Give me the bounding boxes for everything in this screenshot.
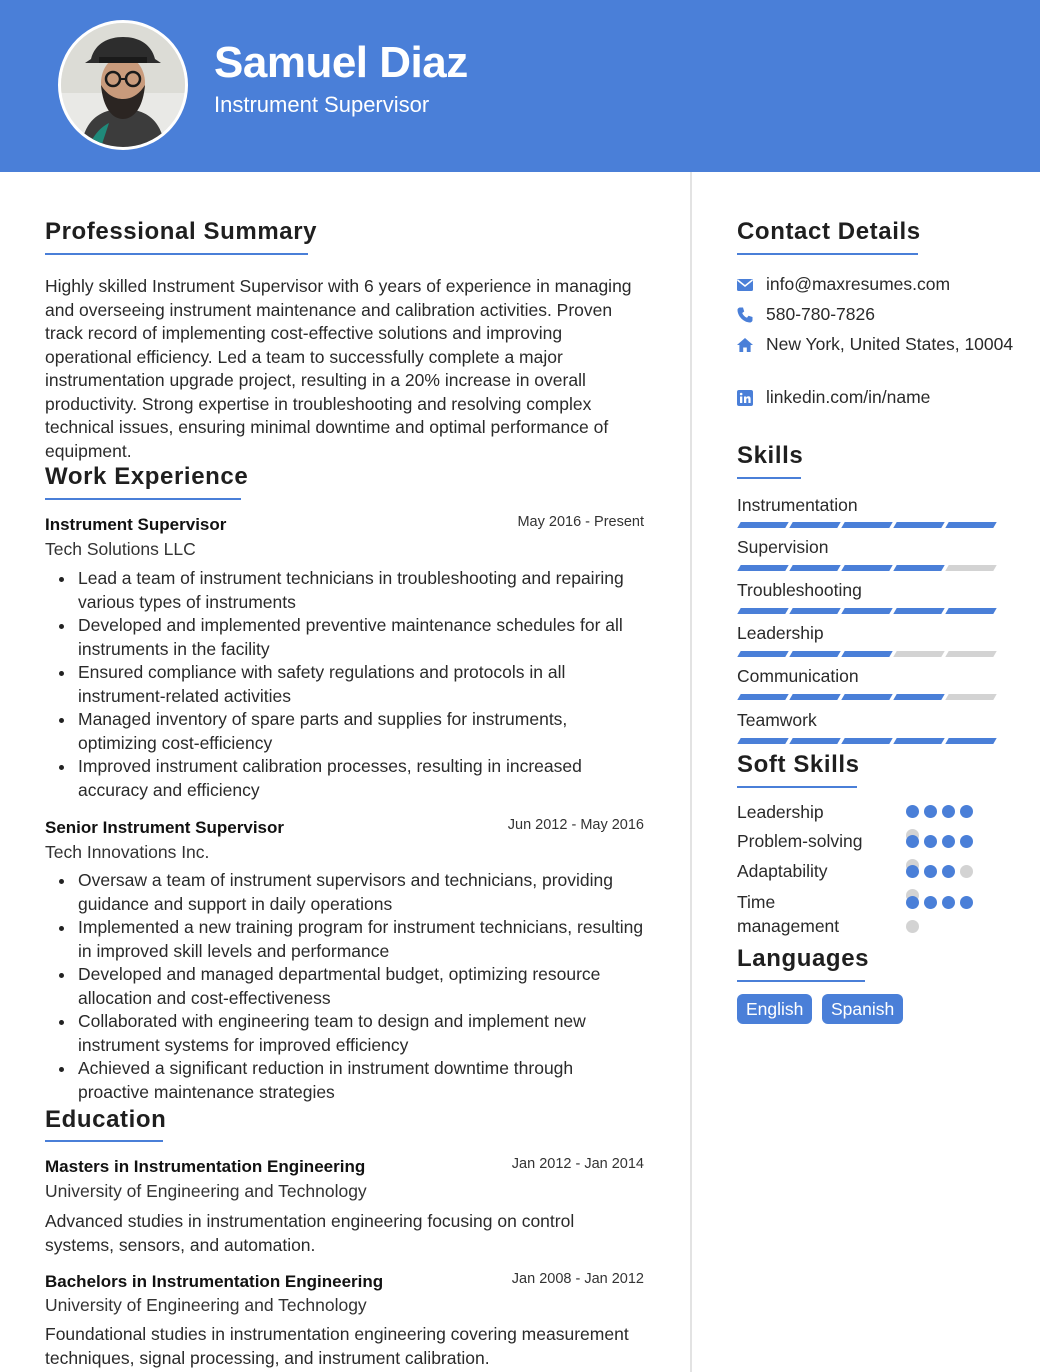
skill-segment-filled (841, 608, 892, 614)
skill-segment-filled (841, 738, 892, 744)
rating-dot-filled (924, 865, 937, 878)
soft-skills-heading: Soft Skills (737, 751, 860, 778)
contact-linkedin-text: linkedin.com/in/name (766, 387, 931, 407)
list-item: Achieved a significant reduction in instrument downtime through proactive maintenance strategies (45, 1057, 645, 1104)
rating-dot-empty (906, 920, 919, 933)
list-item: Implemented a new training program for instrument technicians, resulting in improved skill levels and performance (45, 916, 645, 963)
skill-name: Teamwork (737, 710, 817, 730)
skills-heading-underline (737, 477, 801, 479)
contact-phone-text: 580-780-7826 (766, 304, 875, 324)
column-divider (690, 172, 692, 1372)
list-item: Developed and implemented preventive maintenance schedules for all instruments in the facility (45, 614, 645, 661)
skill-rating-bar (737, 694, 993, 700)
skill-name: Troubleshooting (737, 580, 862, 600)
rating-dot-filled (924, 896, 937, 909)
contact-email-text: info@maxresumes.com (766, 274, 951, 294)
phone-icon (736, 306, 754, 324)
language-badge-spanish: Spanish (822, 994, 903, 1024)
list-item: Collaborated with engineering team to design and implement new instrument systems for improved efficiency (45, 1010, 645, 1057)
school-name: University of Engineering and Technology (45, 1295, 367, 1315)
language-badge-english: English (737, 994, 812, 1024)
home-icon (736, 336, 754, 354)
skill-segment-filled (737, 565, 788, 571)
skill-segment-filled (737, 522, 788, 528)
contact-email[interactable] (736, 273, 1016, 297)
header-banner (0, 0, 1040, 172)
contact-phone[interactable] (736, 303, 1016, 327)
candidate-role: Instrument Supervisor (214, 92, 430, 117)
rating-dot-filled (906, 805, 919, 818)
skill-segment-filled (893, 608, 944, 614)
rating-dot-filled (960, 805, 973, 818)
skill-segment-empty (945, 651, 996, 657)
job-date: Jun 2012 - May 2016 (507, 817, 644, 833)
education-heading-underline (45, 1140, 163, 1142)
soft-skill-name: Problem-solving (737, 831, 863, 851)
rating-dot-filled (960, 835, 973, 848)
languages-heading: Languages (737, 945, 870, 972)
experience-heading-underline (45, 498, 241, 500)
degree-description: Foundational studies in instrumentation engineering covering measurement techniques, signal processing, and instrument calibration. (45, 1324, 629, 1368)
job-bullets (45, 869, 645, 1104)
degree-description: Advanced studies in instrumentation engineering focusing on control systems, sensors, and automation. (45, 1211, 575, 1255)
skill-segment-filled (841, 565, 892, 571)
skill-segment-filled (789, 738, 840, 744)
skill-segment-filled (789, 651, 840, 657)
skill-segment-filled (737, 608, 788, 614)
skill-segment-filled (737, 651, 788, 657)
rating-dot-filled (942, 865, 955, 878)
degree-date: Jan 2012 - Jan 2014 (511, 1156, 644, 1172)
skill-segment-filled (893, 522, 944, 528)
rating-dot-filled (906, 835, 919, 848)
list-item: Lead a team of instrument technicians in troubleshooting and repairing various types of instruments (45, 567, 645, 614)
skill-rating-bar (737, 522, 993, 528)
rating-dot-filled (960, 896, 973, 909)
summary-text: Highly skilled Instrument Supervisor with 6 years of experience in managing and overseeing instrument maintenance and calibration activities. Proven track record of implementing cost-effective solutions and improving operational efficiency. Led a team to successfully complete a major instrumentation upgrade project, resulting in a 20% increase in overall productivity. Strong expertise in troubleshooting and resolving complex technical issues, ensuring minimal downtime and optimal performance of equipment. (45, 276, 632, 461)
skill-segment-filled (789, 608, 840, 614)
rating-dot-filled (942, 805, 955, 818)
skill-segment-filled (945, 738, 996, 744)
skill-segment-filled (841, 651, 892, 657)
soft-skills-heading-underline (737, 786, 857, 788)
skill-name: Leadership (737, 623, 824, 643)
skill-segment-filled (841, 522, 892, 528)
contact-address (736, 333, 1016, 357)
job-title: Instrument Supervisor (45, 515, 227, 534)
skill-rating-bar (737, 608, 993, 614)
envelope-icon (736, 276, 754, 294)
skill-segment-filled (737, 694, 788, 700)
skill-segment-filled (945, 522, 996, 528)
experience-heading: Work Experience (45, 463, 249, 490)
skill-rating-bar (737, 651, 993, 657)
skill-name: Communication (737, 666, 859, 686)
list-item: Improved instrument calibration processes, resulting in increased accuracy and efficiency (45, 755, 645, 802)
job-company: Tech Innovations Inc. (45, 842, 210, 862)
profile-photo (58, 20, 188, 150)
degree-title: Bachelors in Instrumentation Engineering (45, 1272, 384, 1291)
degree-date: Jan 2008 - Jan 2012 (511, 1271, 644, 1287)
skills-heading: Skills (737, 442, 804, 469)
job-company: Tech Solutions LLC (45, 539, 196, 559)
skill-rating-bar (737, 565, 993, 571)
skill-segment-filled (789, 694, 840, 700)
linkedin-icon (736, 389, 754, 407)
soft-skill-name: Time management (737, 892, 840, 936)
school-name: University of Engineering and Technology (45, 1181, 367, 1201)
list-item: Ensured compliance with safety regulations and protocols in all instrument-related activities (45, 661, 645, 708)
rating-dot-filled (924, 835, 937, 848)
skill-segment-filled (893, 738, 944, 744)
soft-skill-name: Leadership (737, 802, 824, 822)
job-date: May 2016 - Present (517, 514, 644, 530)
contact-heading-underline (737, 253, 918, 255)
contact-heading: Contact Details (737, 218, 921, 245)
list-item: Oversaw a team of instrument supervisors and technicians, providing guidance and support in daily operations (45, 869, 645, 916)
skill-segment-filled (789, 522, 840, 528)
skill-segment-empty (945, 565, 996, 571)
skill-name: Supervision (737, 537, 829, 557)
contact-address-text: New York, United States, 10004 (766, 334, 1014, 354)
rating-dot-filled (942, 835, 955, 848)
candidate-name: Samuel Diaz (214, 38, 468, 87)
skill-segment-empty (893, 651, 944, 657)
rating-dot-filled (942, 896, 955, 909)
skill-segment-filled (841, 694, 892, 700)
job-bullets (45, 567, 645, 802)
education-heading: Education (45, 1106, 167, 1133)
skill-segment-filled (789, 565, 840, 571)
soft-skill-name: Adaptability (737, 861, 828, 881)
summary-heading-underline (45, 253, 308, 255)
list-item: Managed inventory of spare parts and supplies for instruments, optimizing cost-efficiency (45, 708, 645, 755)
skill-segment-filled (893, 694, 944, 700)
skill-name: Instrumentation (737, 495, 858, 515)
skill-segment-filled (737, 738, 788, 744)
contact-linkedin[interactable] (736, 386, 1016, 410)
languages-heading-underline (737, 980, 865, 982)
rating-dot-filled (906, 896, 919, 909)
skill-segment-filled (945, 608, 996, 614)
skill-segment-empty (945, 694, 996, 700)
list-item: Developed and managed departmental budget, optimizing resource allocation and cost-effectiveness (45, 963, 645, 1010)
rating-dot-filled (906, 865, 919, 878)
rating-dot-empty (960, 865, 973, 878)
skill-rating-bar (737, 738, 993, 744)
job-title: Senior Instrument Supervisor (45, 818, 284, 837)
degree-title: Masters in Instrumentation Engineering (45, 1157, 366, 1176)
summary-heading: Professional Summary (45, 218, 318, 245)
rating-dot-filled (924, 805, 937, 818)
skill-segment-filled (893, 565, 944, 571)
